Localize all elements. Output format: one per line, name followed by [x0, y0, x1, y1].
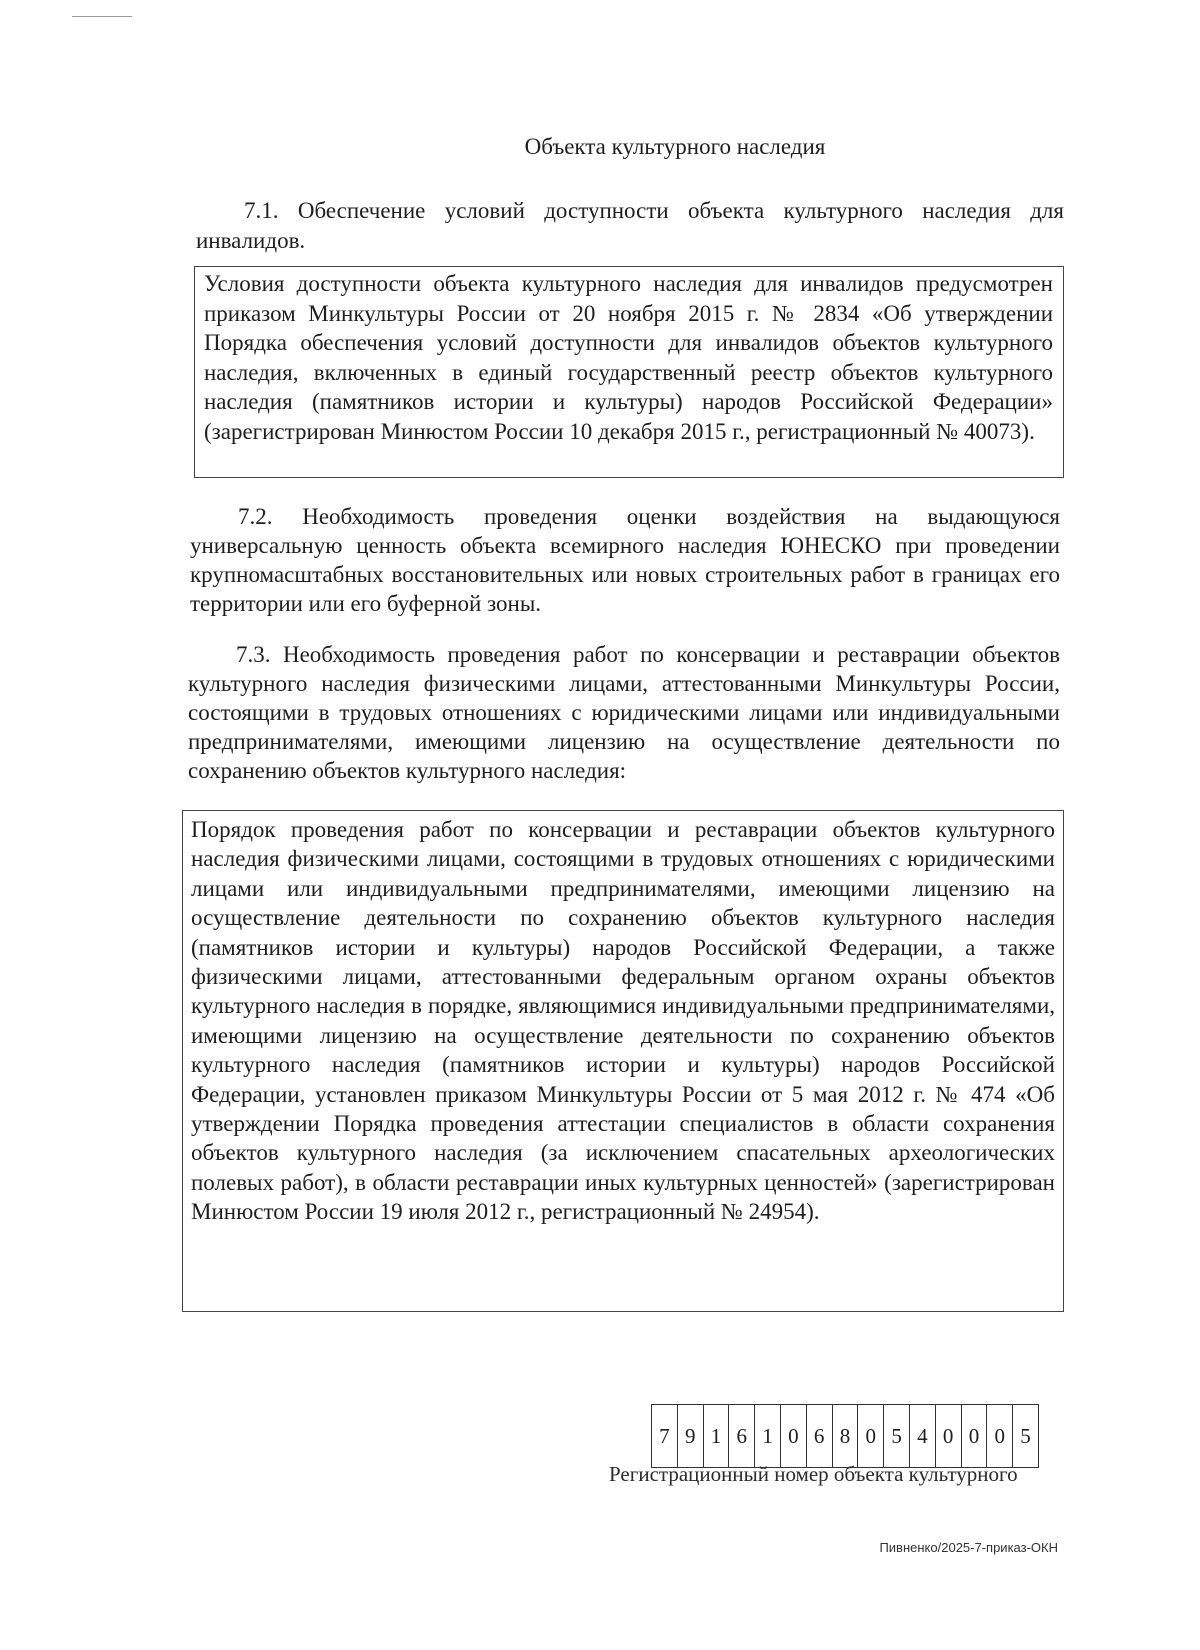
footer-reference: Пивненко/2025-7-приказ-ОКН [879, 1540, 1058, 1555]
registration-digit: 1 [755, 1405, 781, 1467]
section-7-3-paragraph [188, 640, 1060, 785]
registration-digit: 0 [781, 1405, 807, 1467]
registration-digit: 1 [704, 1405, 730, 1467]
registration-digit: 5 [1020, 1423, 1031, 1448]
registration-digit: 8 [833, 1405, 859, 1467]
registration-digit: 0 [962, 1405, 988, 1467]
section-7-2-paragraph [190, 502, 1060, 618]
registration-digit: 9 [678, 1405, 704, 1467]
registration-number-grid [651, 1404, 1039, 1468]
section-7-3-text: 7.3. Необходимость проведения работ по консервации и реставрации объектов культурного наследия физическими лицами, аттестованными Минкультуры России, состоящими в трудовых отношениях с юридическими лицами или индивидуальными предпринимателями, имеющими лицензию на осуществление деятельности по сохранению объектов культурного наследия: [188, 642, 1060, 783]
registration-digit: 7 [652, 1405, 678, 1467]
registration-digit: 0 [987, 1405, 1013, 1467]
section-7-1-box-text: Условия доступности объекта культурного наследия для инвалидов предусмотрен приказом Минкультуры России от 20 ноября 2015 г. № 2834 «Об утверждении Порядка обеспечения условий доступности для инвалидов объектов культурного наследия, включенных в единый государственный реестр объектов культурного наследия (памятников истории и культуры) народов Российской Федерации» (зарегистрирован Минюстом России 10 декабря 2015 г., регистрационный № 40073). [204, 271, 1053, 444]
section-7-1-paragraph [196, 196, 1064, 256]
section-7-1-text: 7.1. Обеспечение условий доступности объекта культурного наследия для инвалидов. [196, 198, 1064, 253]
registration-digit: 6 [807, 1405, 833, 1467]
registration-digit: 6 [729, 1405, 755, 1467]
registration-digit: 5 [884, 1405, 910, 1467]
page-heading: Объекта культурного наследия [524, 134, 826, 159]
section-7-3-box-text: Порядок проведения работ по консервации и реставрации объектов культурного наследия физическими лицами, состоящими в трудовых отношениях с юридическими лицами или индивидуальными предпринимателями, имеющими лицензию на осуществление деятельности по сохранению объектов культурного наследия (памятников истории и культуры) народов Российской Федерации, а также физическими лицами, аттестованными федеральным органом охраны объектов культурного наследия в порядке, являющимися индивидуальными предпринимателями, имеющими лицензию на осуществление деятельности по сохранению объектов культурного наследия (памятников истории и культуры) народов Российской Федерации, установлен приказом Минкультуры России от 5 мая 2012 г. № 474 «Об утверждении Порядка проведения аттестации специалистов в области сохранения объектов культурного наследия (за исключением спасательных археологических полевых работ), в области реставрации иных культурных ценностей» (зарегистрирован Минюстом России 19 июля 2012 г., регистрационный № 24954). [191, 817, 1055, 1225]
section-7-1-box [194, 266, 1064, 478]
registration-digit: 4 [910, 1405, 936, 1467]
registration-number-label: Регистрационный номер объекта культурного [609, 1462, 1018, 1486]
scan-artifact-line [72, 16, 132, 17]
section-7-2-text: 7.2. Необходимость проведения оценки воздействия на выдающуюся универсальную ценность объекта всемирного наследия ЮНЕСКО при проведении крупномасштабных восстановительных или новых строительных работ в границах его территории или его буферной зоны. [190, 504, 1060, 616]
registration-digit: 0 [858, 1405, 884, 1467]
section-7-3-box [182, 810, 1064, 1312]
registration-digit: 0 [936, 1405, 962, 1467]
